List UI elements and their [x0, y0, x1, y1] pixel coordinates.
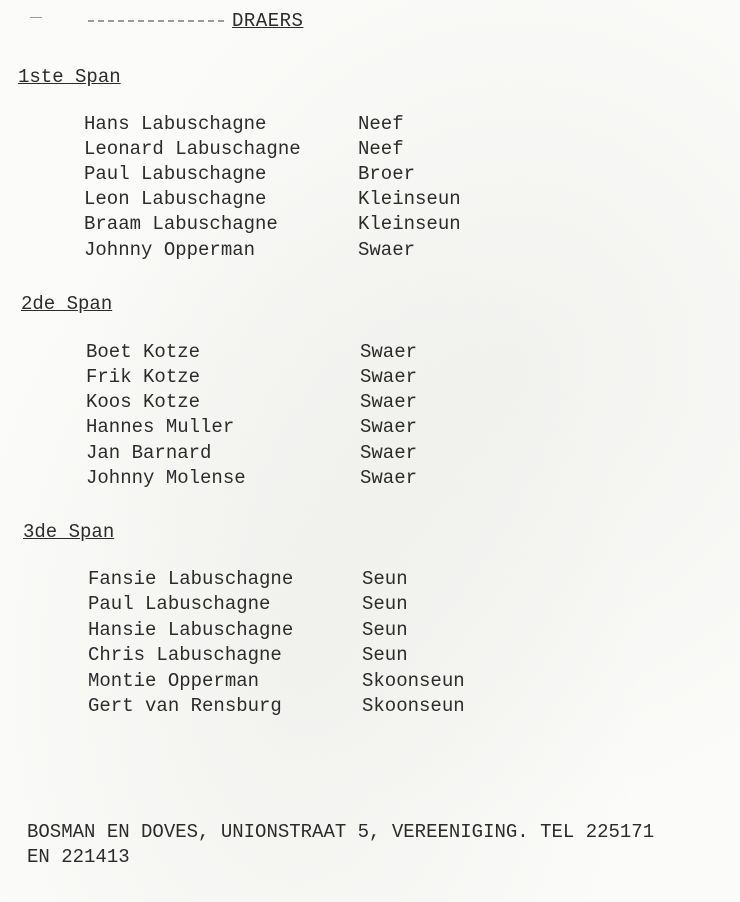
bearer-relation: Seun — [362, 568, 408, 590]
bearer-name: Paul Labuschagne — [84, 163, 267, 185]
bearer-relation: Neef — [358, 138, 404, 160]
bearer-relation: Kleinseun — [358, 188, 461, 210]
bearer-relation: Neef — [358, 113, 404, 135]
bearer-relation: Swaer — [360, 391, 418, 413]
bearer-relation: Seun — [362, 644, 408, 666]
bearer-name: Montie Opperman — [88, 670, 260, 692]
bearer-relation: Kleinseun — [358, 213, 461, 235]
undertaker-footer — [27, 820, 654, 870]
bearer-relation: Swaer — [360, 467, 418, 489]
bearer-relation: Seun — [362, 593, 408, 615]
bearer-name: Hansie Labuschagne — [88, 619, 294, 641]
footer-line-2: EN 221413 — [27, 846, 130, 868]
bearer-relation: Skoonseun — [362, 695, 465, 717]
bearer-name: Hannes Muller — [86, 416, 235, 438]
bearer-name: Braam Labuschagne — [84, 213, 278, 235]
bearer-name: Hans Labuschagne — [84, 113, 267, 135]
bearer-name: Johnny Molense — [86, 467, 246, 489]
section-heading-3: 3de Span — [23, 521, 115, 543]
bearer-name: Paul Labuschagne — [88, 593, 271, 615]
bearer-relation: Swaer — [360, 442, 418, 464]
bearer-relation: Swaer — [358, 239, 416, 261]
bearer-name: Chris Labuschagne — [88, 644, 282, 666]
bearer-name: Leonard Labuschagne — [84, 138, 301, 160]
section-heading-2: 2de Span — [21, 293, 113, 315]
bearer-name: Jan Barnard — [86, 442, 212, 464]
bearer-relation: Swaer — [360, 366, 418, 388]
bearer-name: Leon Labuschagne — [84, 188, 267, 210]
document-title: DRAERS — [232, 10, 304, 32]
bearer-name: Frik Kotze — [86, 366, 201, 388]
bearer-name: Johnny Opperman — [84, 239, 256, 261]
bearer-relation: Broer — [358, 163, 416, 185]
bearer-name: Boet Kotze — [86, 341, 201, 363]
bearer-name: Gert van Rensburg — [88, 695, 282, 717]
footer-line-1: BOSMAN EN DOVES, UNIONSTRAAT 5, VEREENIGING. TEL 225171 — [27, 821, 655, 843]
bearer-relation: Seun — [362, 619, 408, 641]
title-leader-rule — [88, 20, 224, 22]
stray-dash-mark — [30, 17, 42, 18]
section-heading-1: 1ste Span — [18, 66, 121, 88]
bearer-relation: Swaer — [360, 416, 418, 438]
bearer-relation: Skoonseun — [362, 670, 465, 692]
bearer-name: Fansie Labuschagne — [88, 568, 294, 590]
bearer-name: Koos Kotze — [86, 391, 201, 413]
bearer-relation: Swaer — [360, 341, 418, 363]
